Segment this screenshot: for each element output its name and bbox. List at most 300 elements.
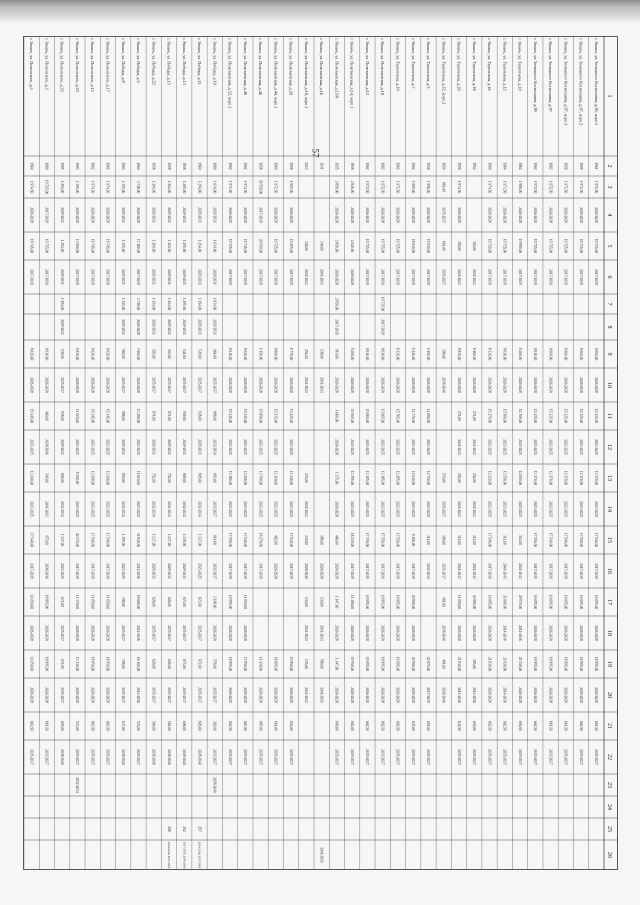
table-cell: 2014-2016 [517,625,522,641]
table-cell: 10 995,00 [380,594,385,610]
table-cell: 672,00 [197,597,202,607]
table-cell: 1955 [334,162,339,170]
table-cell: 8 020,00 [105,347,110,361]
table-cell: 2035-2037 [29,749,34,765]
table-cell: 1 295,00 [182,239,187,253]
table-cell: 8 800,00 [273,347,278,361]
table-cell: 2026-2028 [288,377,293,393]
table-cell: 2035-2037 [212,749,217,765]
table-cell: 2029-2031 [166,319,171,335]
table-cell: 311,00 [426,535,431,545]
table-cell: 2023-2025 [273,501,278,517]
table-cell: 2023-2025 [273,439,278,455]
table-cell: 2017-2019 [380,269,385,285]
table-cell: 2026-2028 [334,439,339,455]
table-cell: 10 095,00 [563,594,568,610]
table-cell: 2014-2016 [136,687,141,703]
table-cell: 2029-2031 [151,439,156,455]
table-cell: 1962 [380,162,385,170]
table-cell: 2032-2034 [197,501,202,517]
table-cell: 2026-2028 [227,377,232,393]
table-cell: 2017-2019 [563,269,568,285]
table-cell: 15 325,00 [563,408,568,424]
table-cell: 2026-2028 [90,625,95,641]
table-cell: 569,00 [120,349,125,359]
address-cell: г. Рязань, ул. Полетаевская, д.46 [258,38,264,95]
table-cell: 574,00 [136,721,141,731]
table-cell: 8 000,00 [594,347,599,361]
table-cell: 2026-2028 [105,377,110,393]
table-cell: 1 204,00 [166,180,171,194]
table-cell: 2023-2025 [29,501,34,517]
column-header-7: 7 [606,302,612,306]
table-cell: 2023-2025 [517,501,522,517]
table-cell: 17 950,00 [243,656,248,672]
table-cell: 1 974,50 [29,180,34,194]
table-cell: 2029-2031 [59,319,64,335]
table-cell: 708,00 [120,597,125,607]
address-cell: г. Рязань, ул. Победы, д.8 [120,38,126,83]
table-cell: 541,00 [182,349,187,359]
table-cell: 8 460,00 [472,347,477,361]
table-cell: 2041-2043 [456,269,461,285]
table-cell: 2026-2028 [533,377,538,393]
table-cell: 672,00 [59,659,64,669]
table-cell: 2026-2028 [227,207,232,223]
table-cell: 11 050,00 [90,594,95,610]
table-cell: 2023-2025 [533,501,538,517]
table-cell: 8 010,00 [44,347,49,361]
column-header-12: 12 [606,444,612,450]
table-cell: 2026-2028 [243,377,248,393]
table-cell: 2026-2028 [273,687,278,703]
table-cell: 2026-2028 [90,377,95,393]
table-cell: 2023-2025 [136,439,141,455]
table-cell: 2017-2019 [227,269,232,285]
table-cell: 1 972,50 [533,180,538,194]
table-cell: 2029-2031 [182,319,187,335]
table-cell: 2029-2031 [120,439,125,455]
table-cell: 2026-2028 [136,319,141,335]
column-header-4: 4 [606,213,612,217]
table-cell: 7 600,00 [136,347,141,361]
table-cell: 1962 [533,162,538,170]
table-cell: 2026-2028 [334,377,339,393]
table-cell: 2026-2028 [517,207,522,223]
table-cell: 254,00 [456,473,461,483]
table-cell: 18 995,00 [273,656,278,672]
table-cell: 1963 [120,162,125,170]
table-cell: 8 400,00 [517,347,522,361]
table-cell: 19 725,00 [395,238,400,254]
table-cell: 10 995,00 [227,594,232,610]
table-cell: 2026-2028 [334,269,339,285]
table-cell: 464,00 [212,349,217,359]
table-cell: 2017-2019 [349,563,354,579]
table-cell: 19 725,00 [533,238,538,254]
table-cell: 2035-2037 [441,207,446,223]
table-cell: 690,00 [334,721,339,731]
table-cell: 2026-2028 [456,625,461,641]
table-cell: 2026-2028 [365,207,370,223]
address-cell: г. Рязань, ул. Полонского, д.25 [59,38,65,92]
table-cell: 2035-2037 [212,501,217,517]
table-cell: 2041-2043 [319,269,324,285]
table-cell: 18 995,00 [533,656,538,672]
table-cell: 2035-2037 [182,377,187,393]
table-cell: 2035-2037 [365,749,370,765]
table-cell: 18 995,00 [227,656,232,672]
table-cell: 2026-2028 [136,207,141,223]
table-cell: 15 345,00 [29,408,34,424]
table-cell: 19 950,00 [288,656,293,672]
table-cell: 274,00 [304,473,309,483]
table-cell: 10 095,00 [487,594,492,610]
table-cell: 663,50 [105,721,110,731]
table-cell: 1 237,00 [151,533,156,547]
table-cell: 3 148,00 [212,595,217,609]
table-cell: 361,00 [212,721,217,731]
table-cell: 663,50 [29,721,34,731]
table-cell: 12 650,00 [517,470,522,486]
table-cell: 2017-2019 [548,563,553,579]
table-cell: 2023-2025 [395,501,400,517]
table-cell: 1 973,50 [502,180,507,194]
table-cell: 2026-2028 [548,625,553,641]
table-cell: 2029-2031 [182,269,187,285]
table-cell: 13 285,00 [395,470,400,486]
table-cell: 2026-2028 [334,207,339,223]
table-cell: 637,00 [120,721,125,731]
table-cell: 1961 [594,162,599,170]
table-cell: 2023-2025 [59,563,64,579]
table-cell: 15 325,00 [548,408,553,424]
table-cell: 693,00 [212,473,217,483]
table-cell: 3 718,00 [136,180,141,194]
table-cell: 13 200,00 [243,470,248,486]
table-cell: 2026-2028 [105,687,110,703]
table-cell: 661,50 [594,721,599,731]
table-cell: 2023-2025 [365,501,370,517]
table-cell: 2026-2028 [75,377,80,393]
table-cell: 2026-2028 [75,687,80,703]
table-cell: 9 440,00 [410,347,415,361]
table-cell: 21 830,00 [502,656,507,672]
table-cell: 2017-2019 [502,269,507,285]
table-cell: 18 270,00 [258,532,263,548]
table-cell: 2029-2031 [197,439,202,455]
table-cell: 2038-2040 [212,777,217,793]
table-cell: 662,50 [502,721,507,731]
table-cell: 2017-2019 [548,269,553,285]
table-cell: 2023-2025 [594,439,599,455]
table-cell: 654,00 [288,721,293,731]
table-cell: 19 725,00 [578,238,583,254]
table-cell: 2041-2043 [304,687,309,703]
table-cell: 2023-2025 [243,501,248,517]
table-cell: 2026-2028 [578,207,583,223]
table-cell: 13 110,00 [273,470,278,486]
table-cell: 297 [197,826,202,832]
table-cell: 348,00 [304,241,309,251]
table-cell: 11 090,00 [456,594,461,610]
table-cell: 2041-2043 [472,563,477,579]
table-cell: 626,00 [166,597,171,607]
table-cell: 672,00 [59,597,64,607]
table-cell: 988,00 [120,411,125,421]
table-cell: 2038-2040 [441,687,446,703]
table-cell: 1954 [441,162,446,170]
table-cell: 2035-2037 [90,749,95,765]
column-header-2: 2 [606,164,612,168]
table-cell: 1 204,00 [151,297,156,311]
table-cell: 570,00 [441,473,446,483]
table-cell: 2017-2019 [75,269,80,285]
table-cell: 19 950,00 [349,656,354,672]
table-cell: 2029-2031 [120,269,125,285]
table-cell: 2023-2025 [258,501,263,517]
table-cell: 564,00 [166,721,171,731]
table-cell: 2029-2031 [212,319,217,335]
table-cell: 752,00 [151,473,156,483]
address-cell: г. Рязань, ул. Полетаевская, д.16 [319,38,325,95]
table-cell: 2017-2019 [578,269,583,285]
table-cell: 1 337,00 [59,533,64,547]
table-cell: 340,00 [319,241,324,251]
table-cell: 2026-2028 [487,687,492,703]
table-cell: 13 130,00 [75,656,80,672]
table-cell: 2026-2028 [365,377,370,393]
table-cell: 2017-2019 [288,269,293,285]
table-cell: 13 200,00 [105,470,110,486]
table-cell: 2026-2028 [243,625,248,641]
table-cell: 2017-2019 [227,563,232,579]
table-cell: 13 220,00 [487,470,492,486]
table-cell: 2035-2037 [533,749,538,765]
table-cell: 2017-2019 [258,563,263,579]
table-cell: 2026-2028 [365,687,370,703]
table-cell: 15 990,00 [258,408,263,424]
table-cell: 2026-2028 [380,377,385,393]
table-cell: 1 974,50 [105,180,110,194]
table-cell: 17 540,00 [90,532,95,548]
table-cell: 13 185,00 [365,470,370,486]
table-cell: 661,50 [563,721,568,731]
table-cell: 2017-2019 [365,269,370,285]
table-cell: 1 295,00 [182,180,187,194]
table-cell: 13 170,00 [548,470,553,486]
column-header-15: 15 [606,537,612,543]
table-cell: 2017-2019 [487,269,492,285]
table-cell: 1958 [288,162,293,170]
table-cell: 274,00 [472,411,477,421]
table-cell: 2038-2040 [151,749,156,765]
table-cell: 2035-2037 [441,563,446,579]
table-cell: 1 905,50 [288,180,293,194]
table-cell: 752,00 [166,473,171,483]
table-cell: 2038-2040 [166,749,171,765]
table-cell: 2026-2028 [75,207,80,223]
table-cell: 2032-2034 [166,501,171,517]
column-header-26: 26 [606,852,612,858]
table-cell: 15 560,00 [502,408,507,424]
table-cell: 539,00 [197,349,202,359]
table-cell: 2029-2031 [59,439,64,455]
table-cell: 19 725,00 [227,238,232,254]
table-cell: 1 034,00 [212,297,217,311]
table-cell: 10 095,00 [578,594,583,610]
column-header-25: 25 [606,826,612,832]
table-cell: 2017-2019 [90,269,95,285]
table-cell: 2026-2028 [29,687,34,703]
table-cell: 2017-2019 [410,563,415,579]
table-cell: 17 550,00 [578,532,583,548]
table-cell: 2023-2025 [380,501,385,517]
table-cell: 2026-2028 [578,687,583,703]
table-cell: 2035-2037 [258,749,263,765]
table-cell: 635,00 [410,721,415,731]
table-cell: 874,00 [151,411,156,421]
table-cell: 2026-2028 [410,625,415,641]
table-cell: 2023-2025 [426,439,431,455]
table-cell: 2023-2025 [563,501,568,517]
column-header-22: 22 [606,754,612,760]
address-cell: г. Рязань, ул. Земнаного Космонавта, д.95, корп.1 [593,38,599,126]
table-cell: 20 980,00 [410,594,415,610]
table-cell: 910,00 [334,349,339,359]
table-cell: 2041-2043 [472,439,477,455]
address-cell: г. Рязань, ул. Терентьева, д.10 [395,38,401,91]
table-cell: 662,50 [395,721,400,731]
table-cell: 2026-2028 [136,377,141,393]
table-cell: 14 080,00 [426,408,431,424]
table-cell: 2032-2034 [151,501,156,517]
table-cell: 1958 [258,162,263,170]
table-cell: 2023-2025 [120,563,125,579]
table-cell: 19 745,00 [29,238,34,254]
table-cell: 2023-2025 [90,501,95,517]
table-cell: 8 330,00 [487,347,492,361]
table-cell: 138,00 [319,349,324,359]
table-cell: 2041-2043 [456,439,461,455]
table-cell: 1 204,00 [166,239,171,253]
table-cell: 17 550,00 [227,532,232,548]
table-cell: 1960 [197,162,202,170]
column-header-11: 11 [606,413,612,419]
rotated-table-layer [22,36,618,894]
table-cell: 2023-2025 [365,439,370,455]
table-cell: 2017-2019 [136,269,141,285]
table-cell: 2029-2031 [59,269,64,285]
table-cell: 2026-2028 [594,687,599,703]
address-cell: г. Рязань, ул. Терентьева, д.20 [456,38,462,91]
table-cell: 2029-2031 [197,319,202,335]
table-cell: 19 745,00 [105,238,110,254]
table-cell: 2017-2019 [395,269,400,285]
table-cell: 19 720,00 [487,238,492,254]
table-cell: 2041-2043 [319,847,324,863]
table-cell: 13 900,00 [75,238,80,254]
table-cell: 2041-2043 [456,501,461,517]
table-cell: 17 540,00 [594,532,599,548]
table-cell: 2014-2016 [136,625,141,641]
table-cell: 1 972,50 [227,180,232,194]
column-header-20: 20 [606,692,612,698]
table-cell: 809,00 [182,473,187,483]
table-cell: 691,00 [426,721,431,731]
table-cell: 8 020,00 [243,347,248,361]
table-cell: 15 225,00 [288,408,293,424]
table-border [24,37,618,870]
table-cell: 1 375,00 [334,471,339,485]
column-header-17: 17 [606,599,612,605]
table-cell: 8 020,00 [29,347,34,361]
table-cell: 1 399,00 [120,533,125,547]
table-cell: 2035-2037 [120,377,125,393]
table-cell: 21 830,00 [456,656,461,672]
address-cell: г. Рязань, ул. Терентьева, д.18 [471,38,477,91]
table-cell: 11 050,00 [105,594,110,610]
table-cell: 564,00 [151,721,156,731]
table-cell: 2026-2028 [349,625,354,641]
table-cell: 632,50 [456,721,461,731]
table-cell: 17 550,00 [380,532,385,548]
address-cell: г. Рязань, ул. Полонского, д.23 [74,38,80,92]
document-page [22,36,618,894]
table-cell: 2032-2034 [75,777,80,793]
table-cell: 2035-2037 [197,625,202,641]
table-cell: 2029-2031 [212,207,217,223]
table-cell: 2023-2025 [548,501,553,517]
table-cell: 2026-2028 [548,377,553,393]
table-cell: 2026-2028 [227,687,232,703]
table-cell: 2023-2025 [395,439,400,455]
table-cell: 2035-2037 [441,501,446,517]
table-cell: 2023-2025 [410,501,415,517]
column-header-16: 16 [606,568,612,574]
table-cell: 2026-2028 [105,625,110,641]
table-cell: 2035-2037 [136,749,141,765]
column-header-19: 19 [606,661,612,667]
table-cell: 2023-2025 [426,501,431,517]
table-cell: 2023-2025 [227,501,232,517]
table-cell: 2026-2028 [29,377,34,393]
table-cell: 2017-2019 [105,269,110,285]
table-cell: 2038-2040 [120,749,125,765]
table-cell: 2026-2028 [410,377,415,393]
table-cell: 2035-2037 [120,625,125,641]
table-cell: 2017-2019 [273,269,278,285]
table-cell: 12 620,00 [410,470,415,486]
table-cell: 312,00 [517,535,522,545]
table-cell: 9 200,00 [349,347,354,361]
table-cell: 15 965,00 [380,408,385,424]
table-cell: 1959 [578,162,583,170]
table-cell: 2023-2025 [380,439,385,455]
table-cell: 11 050,00 [243,594,248,610]
table-cell: 1 972,50 [380,180,385,194]
table-cell: 18 230,00 [349,532,354,548]
table-cell: 2026-2028 [548,687,553,703]
table-cell: 2035-2037 [59,377,64,393]
table-cell: 3 718,00 [136,297,141,311]
table-cell: 13 180,00 [227,470,232,486]
table-cell: 18 995,00 [44,594,49,610]
table-cell: 10 095,00 [533,594,538,610]
table-cell: 2026-2028 [349,377,354,393]
table-cell: 8 010,00 [533,347,538,361]
table-cell: 481,00 [441,659,446,669]
